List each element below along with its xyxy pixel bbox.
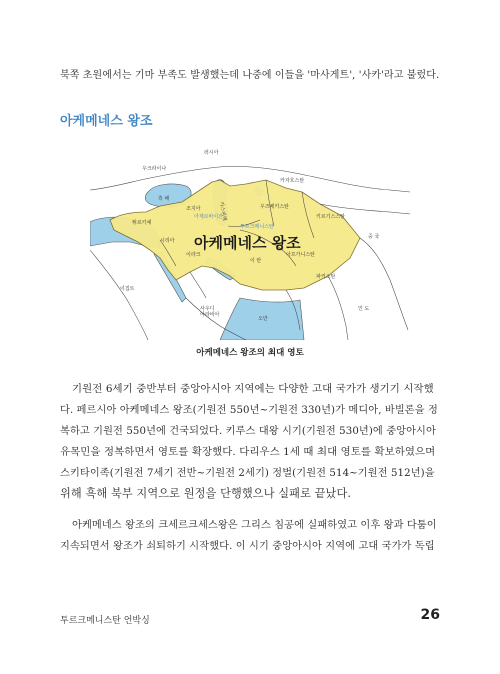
empire-map (90, 130, 410, 340)
page-number: 26 (420, 607, 440, 623)
paragraph-line: 스키타이족(기원전 7세기 전반~기원전 2세기) 정벌(기원전 514~기원전 512년)을 (60, 468, 435, 479)
map-svg (90, 130, 410, 340)
label-russia: 러시아 (204, 150, 219, 156)
label-kazakhstan: 카자흐스탄 (280, 178, 305, 184)
section-heading: 아케메네스 왕조 (60, 114, 153, 129)
label-iraq: 이라크 (186, 252, 201, 258)
label-black-sea: 흑 해 (158, 196, 170, 202)
label-saudi-arabia-1: 사우디 아라비아 (200, 306, 220, 318)
label-china: 중 국 (368, 234, 380, 240)
label-iran: 이 란 (250, 258, 262, 264)
label-afghanistan: 아프가니스탄 (286, 252, 315, 258)
paragraph-line: 다. 페르시아 아케메네스 왕조(기원전 550년~기원전 330년)가 메디아, 바빌론을 정 (60, 405, 438, 416)
label-pakistan: 파키스탄 (316, 274, 336, 280)
paragraph-line: 기원전 6세기 중반부터 중앙아시아 지역에는 다양한 고대 국가가 생기기 시작했 (72, 383, 434, 395)
label-uzbekistan: 우즈베키스탄 (260, 204, 289, 210)
label-syria: 시리아 (160, 238, 175, 244)
label-india: 인 도 (358, 306, 370, 312)
label-ukraine: 우크라이나 (142, 166, 167, 172)
map-title-label: 아케메네스 왕조 (194, 234, 301, 252)
label-caspian-sea: 카스피해 (218, 201, 228, 222)
footer-book-title: 투르크메니스탄 언박싱 (60, 616, 150, 626)
paragraph-line: 지속되면서 왕조가 쇠퇴하기 시작했다. 이 시기 중앙아시아 지역에 고대 국가가 독립 (60, 541, 435, 552)
label-turkiye: 튀르키예 (132, 220, 152, 226)
paragraph-line: 위해 흑해 북부 지역으로 원정을 단행했으나 실패로 끝났다. (60, 487, 352, 500)
label-egypt: 이집트 (120, 286, 135, 292)
label-kyrgyzstan: 키르기스스탄 (316, 214, 345, 220)
paragraph-line: 유목민을 정복하면서 영토를 확장했다. 다리우스 1세 때 최대 영토를 확보하였으며 (60, 446, 436, 458)
label-turkmenistan: 투르크메니스탄 (240, 224, 274, 230)
label-georgia: 조지아 (186, 206, 201, 212)
label-oman: 오만 (258, 316, 268, 322)
paragraph-line: 복하고 기원전 550년에 건국되었다. 키루스 대왕 시기(기원전 530년)에 중앙아시아 (60, 426, 436, 437)
label-azerbaijan: 아제르바이잔 (194, 214, 223, 220)
body-text-line: 북쪽 초원에서는 기마 부족도 발생했는데 나중에 이들을 '마사게트', '사카'라고 불렀다. (60, 70, 440, 81)
map-caption: 아케메네스 왕조의 최대 영토 (196, 348, 304, 358)
paragraph-line: 아케메네스 왕조의 크세르크세스왕은 그리스 침공에 실패하였고 이후 왕과 다툼이 (72, 520, 437, 531)
